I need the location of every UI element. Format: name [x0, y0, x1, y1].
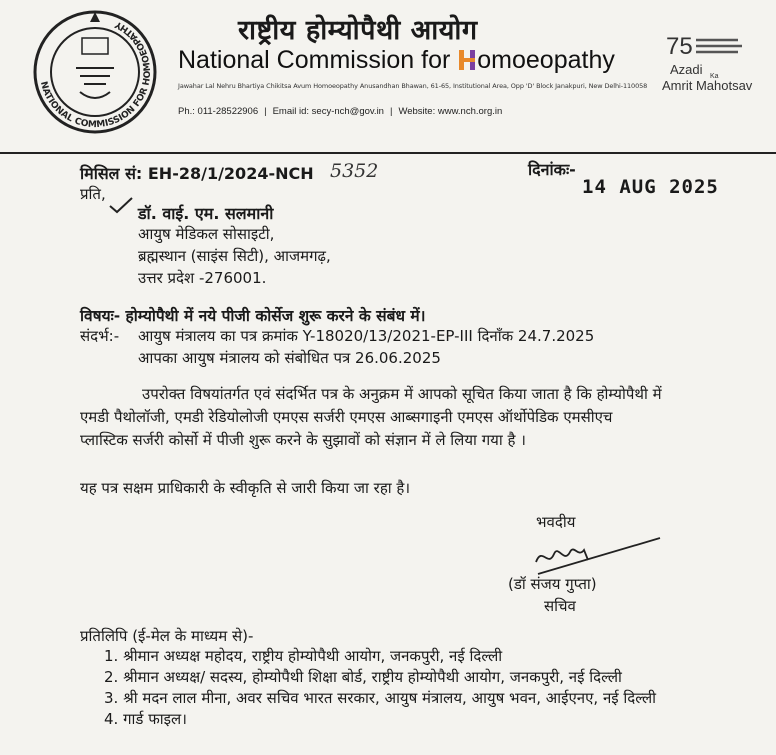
check-mark-icon	[108, 196, 134, 214]
h-logo-icon	[458, 49, 476, 71]
reference-line: आयुष मंत्रालय का पत्र क्रमांक Y-18020/13/2021-EP-III दिनाँक 24.7.2025	[138, 327, 595, 345]
org-title-english	[178, 46, 615, 75]
reference-line: आपका आयुष मंत्रालय को संबोधित पत्र 26.06.2025	[138, 349, 441, 367]
org-title-english-part2: omoeopathy	[477, 46, 615, 74]
website-text: Website: www.nch.org.in	[398, 106, 503, 117]
approval-line: यह पत्र सक्षम प्राधिकारी के स्वीकृति से जारी किया जा रहा है।	[80, 479, 411, 497]
copy-to-item: 4. गार्ड फाइल।	[104, 710, 187, 728]
closing-text: भवदीय	[536, 513, 576, 531]
date-label: दिनांकः-	[528, 160, 576, 179]
amrit-mahotsav-text: Amrit Mahotsav	[662, 78, 753, 93]
email-text: Email id: secy-nch@gov.in	[272, 106, 384, 117]
azadi-ka-amrit-mahotsav-logo	[660, 30, 770, 100]
file-number-handwritten: 5352	[330, 160, 379, 182]
body-paragraph-line: एमडी पैथोलॉजी, एमडी रेडियोलोजी एमएस सर्जरी एमएस आब्सगाइनी एमएस ऑर्थोपेडिक एमसीएच	[80, 408, 613, 426]
emblem-ring-text: NATIONAL COMMISSION FOR HOMOEOPATHY	[37, 18, 154, 131]
org-title-english-part1: National Commission for	[178, 46, 458, 74]
azadi-number: 75	[666, 33, 693, 60]
svg-text:NATIONAL COMMISSION FOR HOMOEO	[38, 19, 153, 131]
body-paragraph-line: प्लास्टिक सर्जरी कोर्सो में पीजी शुरू करने के सुझावों को संज्ञान में ले लिया गया है ।	[80, 431, 526, 449]
addressee-line: उत्तर प्रदेश -276001.	[138, 269, 267, 287]
copy-to-item: 2. श्रीमान अध्यक्ष/ सदस्य, होम्योपैथी शिक्षा बोर्ड, राष्ट्रीय होम्योपैथी आयोग, जनकपुरी, नई दिल्ली	[104, 668, 622, 686]
azadi-ka-text: Ka	[710, 73, 719, 80]
header-divider	[0, 152, 776, 154]
phone-text: Ph.: 011-28522906	[178, 106, 259, 117]
org-title-hindi: राष्ट्रीय होम्योपैथी आयोग	[238, 15, 478, 46]
copy-to-item: 1. श्रीमान अध्यक्ष महोदय, राष्ट्रीय होम्योपैथी आयोग, जनकपुरी, नई दिल्ली	[104, 647, 503, 665]
addressee-name: डॉ. वाई. एम. सलमानी	[138, 204, 274, 223]
addressee-line: आयुष मेडिकल सोसाइटी,	[138, 225, 275, 243]
nch-emblem-logo	[20, 8, 170, 136]
date-stamp: 14 AUG 2025	[582, 176, 719, 198]
org-address: Jawahar Lal Nehru Bhartiya Chikitsa Avum Homoeopathy Anusandhan Bhawan, 61-65, Institutional Area, Opp 'D' Block Janakpuri, New Delhi-110058	[178, 82, 648, 90]
reference-label: संदर्भ:-	[80, 327, 120, 345]
azadi-text: Azadi	[670, 62, 703, 77]
signer-designation: सचिव	[544, 597, 576, 615]
contact-row: Ph.: 011-28522906 | Email id: secy-nch@gov.in | Website: www.nch.org.in	[178, 106, 503, 117]
body-paragraph-line: उपरोक्त विषयांतर्गत एवं संदर्भित पत्र के अनुक्रम में आपको सूचित किया जाता है कि होम्योपैथी में	[142, 385, 662, 403]
copy-to-label: प्रतिलिपि (ई-मेल के माध्यम से)-	[80, 627, 254, 645]
subject-line: विषयः- होम्योपैथी में नये पीजी कोर्सेज शुरू करने के संबंध में।	[80, 307, 426, 325]
signer-name: (डॉ संजय गुप्ता)	[508, 575, 597, 593]
addressee-line: ब्रह्मस्थान (साइंस सिटी), आजमगढ़,	[138, 247, 331, 265]
file-number: मिसिल सं: EH-28/1/2024-NCH	[80, 164, 314, 183]
to-label: प्रति,	[80, 185, 106, 203]
copy-to-item: 3. श्री मदन लाल मीना, अवर सचिव भारत सरकार, आयुष मंत्रालय, आयुष भवन, आईएनए, नई दिल्ली	[104, 689, 657, 707]
